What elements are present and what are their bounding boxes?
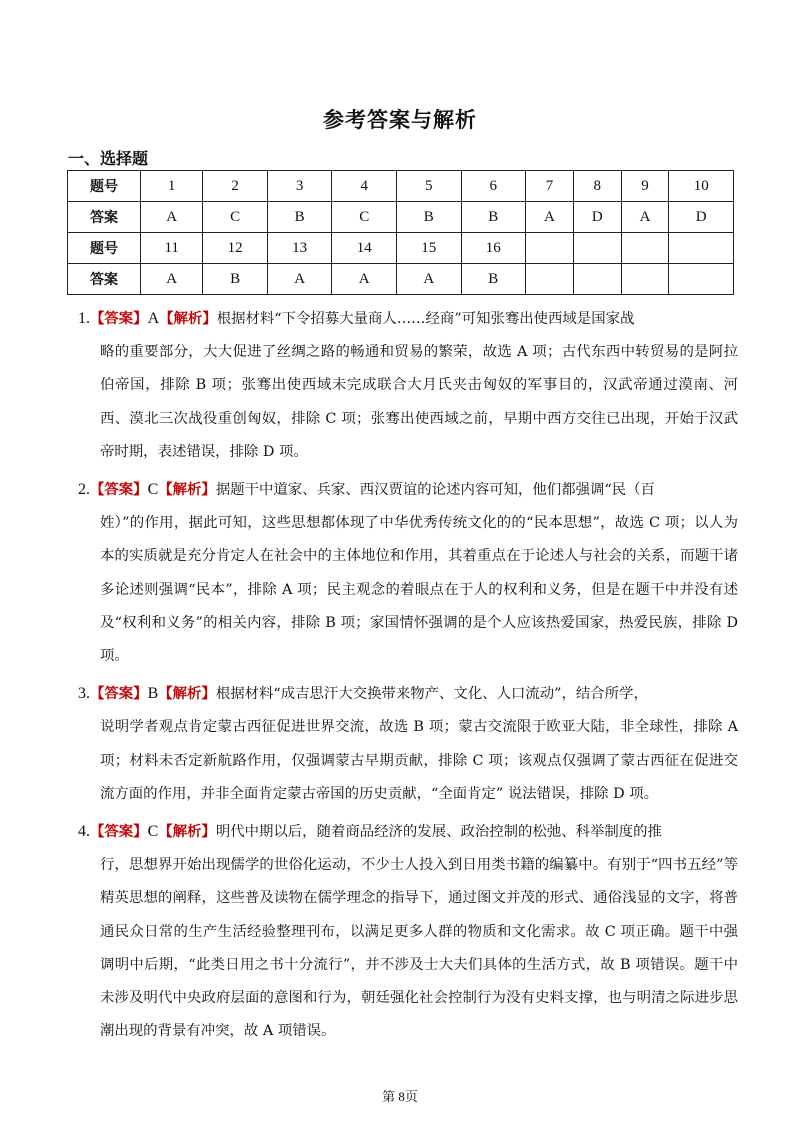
table-cell: 6 bbox=[461, 171, 526, 202]
table-cell: D bbox=[669, 202, 734, 233]
table-cell: 4 bbox=[332, 171, 397, 202]
table-cell: 16 bbox=[461, 233, 526, 264]
analysis-text: 略的重要部分，大大促进了丝绸之路的畅通和贸易的繁荣，故选 A 项；古代东西中转贸易的是阿拉伯帝国，排除 B 项；张骞出使西域未完成联合大月氏夹击匈奴的军事目的，汉武帝通过漠南、河西、漠北三次战役重创匈奴，排除 C 项；张骞出使西域之前，早期中西方交往已出现，开始于汉武帝时期，表述错误，排除 D 项。 bbox=[100, 344, 738, 460]
row-label: 题号 bbox=[68, 233, 141, 264]
table-cell: B bbox=[461, 264, 526, 295]
page-footer: 第 8页 bbox=[382, 1089, 418, 1104]
table-cell: 2 bbox=[203, 171, 268, 202]
table-cell: A bbox=[267, 264, 332, 295]
analysis-text: 姓）”的作用，据此可知，这些思想都体现了中华优秀传统文化的的“民本思想”，故选 C 项；以人为本的实质就是充分肯定人在社会中的主体地位和作用，其着重点在于论述人与社会的关系，而题干诸多论述则强调“民本”，排除 A 项；民主观念的着眼点在于人的权利和义务，但是在题干中并没有述及“权利和义务”的相关内容，排除 B 项；家国情怀强调的是个人应该热爱国家，热爱民族，排除 D 项。 bbox=[100, 515, 738, 665]
table-cell: 10 bbox=[669, 171, 734, 202]
table-cell: 15 bbox=[396, 233, 461, 264]
table-cell: A bbox=[526, 202, 574, 233]
table-cell: 8 bbox=[573, 171, 621, 202]
table-cell bbox=[526, 264, 574, 295]
table-cell: 3 bbox=[267, 171, 332, 202]
analysis-first-line: 根据材料“成吉思汗大交换带来物产、文化、人口流动”，结合所学， bbox=[215, 686, 648, 703]
table-cell bbox=[573, 264, 621, 295]
table-cell: A bbox=[141, 264, 203, 295]
table-row bbox=[68, 233, 734, 264]
table-cell: B bbox=[203, 264, 268, 295]
table-cell bbox=[526, 233, 574, 264]
page-title: 参考答案与解析 bbox=[323, 108, 477, 132]
table-row bbox=[68, 171, 734, 202]
section-heading: 一、选择题 bbox=[68, 149, 149, 168]
answer-tag: 【答案】 bbox=[90, 686, 148, 703]
table-cell: A bbox=[332, 264, 397, 295]
table-cell: C bbox=[203, 202, 268, 233]
table-cell: B bbox=[267, 202, 332, 233]
analysis-first-line: 根据材料“下令招募大量商人……经商”可知张骞出使西域是国家战 bbox=[216, 311, 635, 327]
analysis-tag: 【解析】 bbox=[159, 311, 217, 327]
analysis-text: 行，思想界开始出现儒学的世俗化运动，不少士人投入到日用类书籍的编纂中。有别于“四书五经”等精英思想的阐释，这些普及读物在儒学理念的指导下，通过图文并茂的形式、通俗浅显的文字，将普通民众日常的生产生活经验整理刊布，以满足更多人群的物质和文化需求。故 C 项正确。题干中强调明中后期，“此类日用之书十分流行”，并不涉及士大夫们具体的生活方式，故 B 项错误。题干中未涉及明代中央政府层面的意图和行为，朝廷强化社会控制行为没有史料支撑，也与明清之际进步思潮出现的背景有冲突，故 A 项错误。 bbox=[100, 857, 738, 1040]
table-cell bbox=[573, 233, 621, 264]
analysis-tag: 【解析】 bbox=[158, 686, 216, 703]
table-cell: 12 bbox=[203, 233, 268, 264]
answer-letter: B bbox=[147, 685, 159, 703]
answer-tag: 【答案】 bbox=[90, 311, 148, 327]
row-label: 答案 bbox=[68, 202, 141, 233]
table-cell: 13 bbox=[267, 233, 332, 264]
table-cell: C bbox=[332, 202, 397, 233]
table-cell: 5 bbox=[396, 171, 461, 202]
table-cell: 7 bbox=[526, 171, 574, 202]
table-cell: A bbox=[396, 264, 461, 295]
analysis-item bbox=[78, 815, 738, 1048]
analysis-first-line: 明代中期以后，随着商品经济的发展、政治控制的松弛、科举制度的推 bbox=[215, 824, 662, 841]
table-cell: B bbox=[461, 202, 526, 233]
table-cell: A bbox=[141, 202, 203, 233]
table-cell bbox=[669, 233, 734, 264]
question-number: 2. bbox=[78, 481, 90, 499]
analysis-item bbox=[78, 677, 738, 811]
answer-letter: A bbox=[147, 310, 160, 327]
analysis-tag: 【解析】 bbox=[158, 824, 216, 841]
analysis-tag: 【解析】 bbox=[158, 482, 216, 499]
analysis-first-line: 据题干中道家、兵家、西汉贾谊的论述内容可知，他们都强调“民（百 bbox=[215, 482, 655, 499]
answer-tag: 【答案】 bbox=[90, 824, 148, 841]
table-cell: 9 bbox=[621, 171, 669, 202]
table-cell bbox=[621, 264, 669, 295]
row-label: 答案 bbox=[68, 264, 141, 295]
table-cell: A bbox=[621, 202, 669, 233]
analysis-text: 说明学者观点肯定蒙古西征促进世界交流，故选 B 项；蒙古交流限于欧亚大陆，非全球性，排除 A 项；材料未否定新航路作用，仅强调蒙古早期贡献，排除 C 项；该观点仅强调了蒙古西征在促进交流方面的作用，并非全面肯定蒙古帝国的历史贡献，“全面肯定” 说法错误，排除 D 项。 bbox=[100, 719, 738, 802]
table-cell: 11 bbox=[141, 233, 203, 264]
answer-tag: 【答案】 bbox=[90, 482, 148, 499]
question-number: 3. bbox=[78, 685, 90, 703]
answer-table bbox=[67, 170, 734, 295]
analysis-list bbox=[78, 302, 738, 1052]
table-cell: 14 bbox=[332, 233, 397, 264]
table-cell: 1 bbox=[141, 171, 203, 202]
table-row bbox=[68, 202, 734, 233]
answer-letter: C bbox=[147, 823, 159, 841]
table-cell: B bbox=[396, 202, 461, 233]
row-label: 题号 bbox=[68, 171, 141, 202]
table-cell: D bbox=[573, 202, 621, 233]
analysis-item bbox=[78, 302, 738, 469]
analysis-item bbox=[78, 473, 738, 673]
table-row bbox=[68, 264, 734, 295]
table-cell bbox=[669, 264, 734, 295]
question-number: 1. bbox=[78, 310, 90, 327]
table-cell bbox=[621, 233, 669, 264]
answer-letter: C bbox=[147, 481, 159, 499]
question-number: 4. bbox=[78, 823, 90, 841]
